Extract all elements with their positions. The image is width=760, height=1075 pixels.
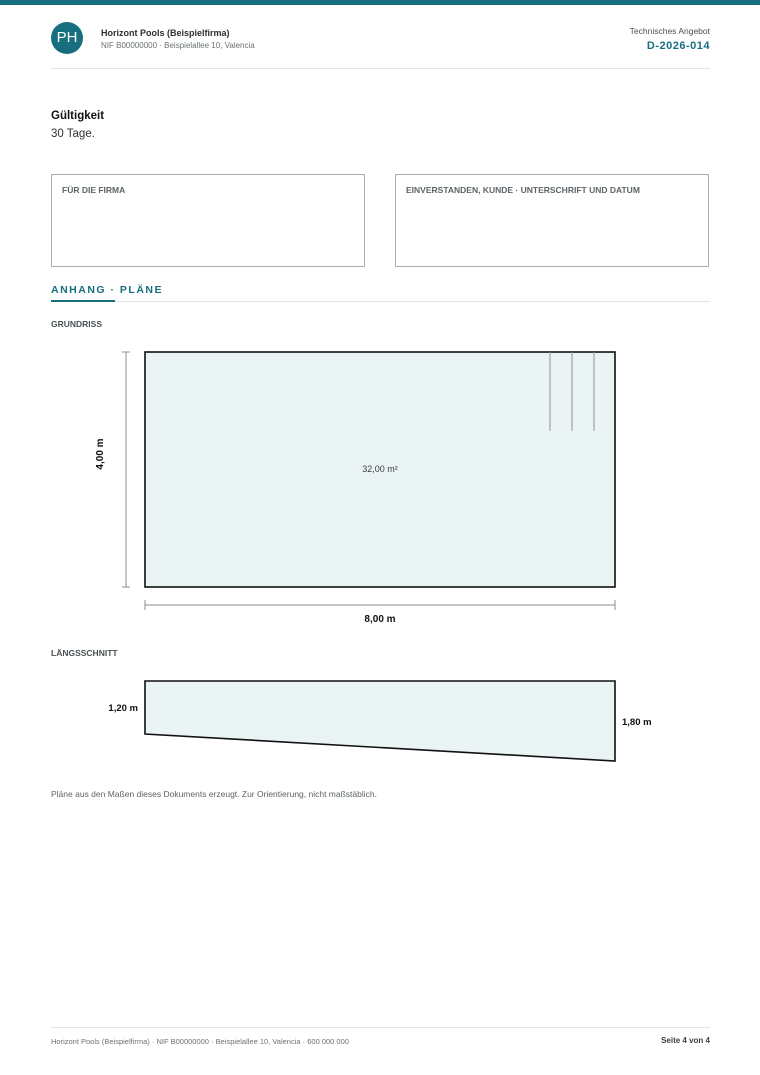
page-number: Seite 4 von 4 bbox=[661, 1036, 710, 1045]
appendix-section-header bbox=[51, 284, 710, 302]
company-name: Horizont Pools (Beispielfirma) bbox=[101, 28, 230, 38]
document-header bbox=[51, 22, 710, 69]
length-dimension-label: 4,00 m bbox=[95, 438, 106, 470]
document-type: Technisches Angebot bbox=[629, 26, 710, 36]
appendix-title: ANHANG · PLÄNE bbox=[51, 284, 163, 296]
pool-section-profile bbox=[145, 681, 615, 761]
pool-area-label: 32,00 m² bbox=[362, 464, 398, 474]
deep-depth-label: 1,80 m bbox=[622, 717, 652, 728]
company-signature-box[interactable] bbox=[51, 174, 365, 267]
floor-plan-title: GRUNDRISS bbox=[51, 319, 103, 329]
page-footer bbox=[51, 1027, 710, 1048]
client-signature-box[interactable] bbox=[395, 174, 709, 267]
validity-text: 30 Tage. bbox=[51, 128, 95, 140]
appendix-title-underline bbox=[51, 300, 115, 302]
width-dimension-label: 8,00 m bbox=[364, 614, 396, 625]
company-logo: PH bbox=[51, 22, 83, 54]
client-signature-label: EINVERSTANDEN, KUNDE · UNTERSCHRIFT UND DATUM bbox=[406, 185, 640, 195]
pool-drawings bbox=[0, 330, 760, 770]
section-title: LÄNGSSCHNITT bbox=[51, 648, 118, 658]
company-signature-label: FÜR DIE FIRMA bbox=[62, 185, 126, 195]
shallow-depth-label: 1,20 m bbox=[108, 703, 138, 714]
document-number: D-2026-014 bbox=[646, 40, 710, 52]
footer-company-info: Horizont Pools (Beispielfirma) · NIF B00000000 · Beispielallee 10, Valencia · 600 000 000 bbox=[51, 1037, 349, 1046]
plans-note: Pläne aus den Maßen dieses Dokuments erzeugt. Zur Orientierung, nicht maßstäblich. bbox=[51, 789, 377, 799]
validity-title: Gültigkeit bbox=[51, 110, 105, 122]
top-accent-bar bbox=[0, 0, 760, 5]
company-details: NIF B00000000 · Beispielallee 10, Valencia bbox=[101, 41, 255, 50]
